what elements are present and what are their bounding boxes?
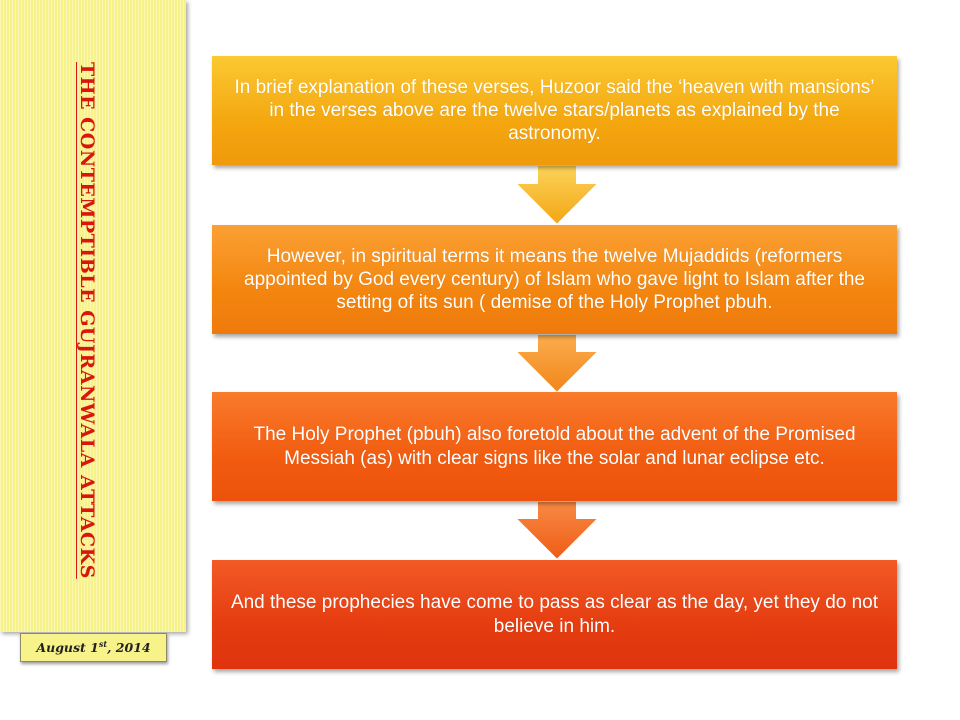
flow-step-2-text: However, in spiritual terms it means the twelve Mujaddids (reformers appointed by God every century) of Islam who gave light to Islam after the setting of its sun ( demise of the Holy Prophet pbuh. [244,245,865,314]
flow-step-1-text: In brief explanation of these verses, Huzoor said the ‘heaven with mansions’ in the verses above are the twelve stars/planets as explained by the astronomy. [234,76,875,145]
down-arrow-1 [515,165,599,225]
flow-step-2 [212,225,897,334]
flow-step-4-text: And these prophecies have come to pass as clear as the day, yet they do not believe in him. [230,592,879,637]
flow-step-3-text: The Holy Prophet (pbuh) also foretold about the advent of the Promised Messiah (as) with clear signs like the solar and lunar eclipse etc. [253,424,856,469]
date-ordinal: st [98,638,108,649]
flow-step-4 [212,560,897,669]
flow-step-3 [212,392,897,501]
date-text: August 1 [36,640,99,655]
down-arrow-2 [515,334,599,393]
presentation-title: THE CONTEMPTIBLE GUJRANWALA ATTACKS [76,62,98,579]
date-year: , 2014 [107,640,151,655]
flow-step-1 [212,56,897,165]
down-arrow-3 [515,501,599,560]
